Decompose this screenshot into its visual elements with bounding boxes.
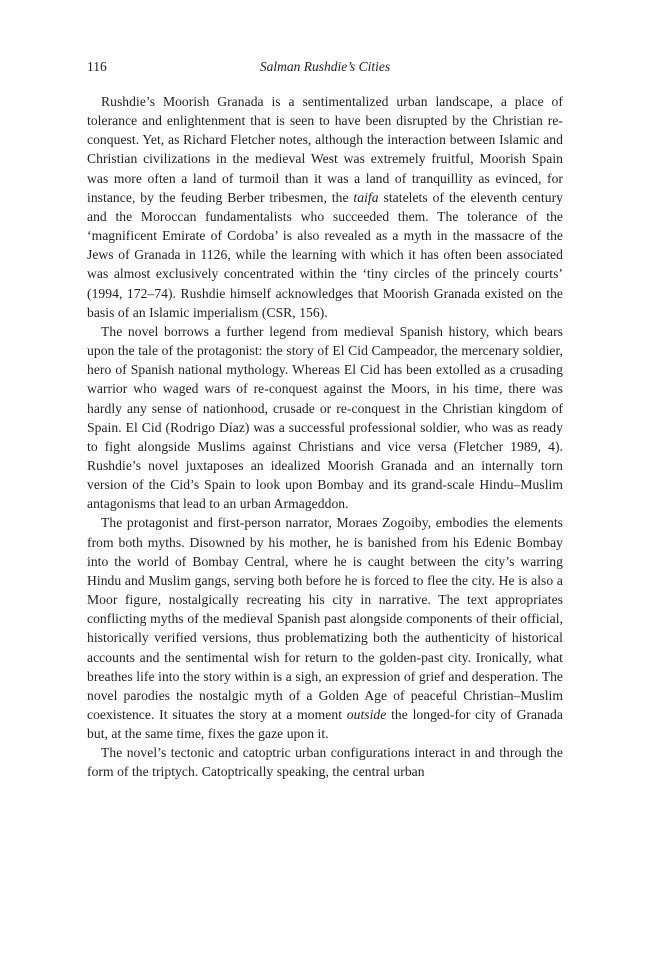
italic-term-outside: outside: [346, 707, 387, 722]
text-run: the longed-for city of Granada but, at the same time, fixes the gaze upon it.: [87, 707, 563, 742]
text-run: The novel borrows a further legend from medieval Spanish history, which bears upon the tale of the protagonist: the story of El Cid Campeador, the mercenary soldier, hero of Spanish national mythology. Whereas El Cid has been extolled as a crusading warrior who waged wars of re-conquest against the Moors, in his time, there was hardly any sense of nationhood, crusade or re-conquest in the Christian kingdom of Spain. El Cid (Rodrigo Díaz) was a successful professional soldier, who was as ready to fight alongside Muslims against Christians and vice versa (Fletcher 1989, 4). Rushdie’s novel juxtaposes an idealized Moorish Granada and an internally torn version of the Cid’s Spain to look upon Bombay and its grand-scale Hindu–Muslim antagonisms that lead to an urban Armageddon.: [87, 323, 563, 512]
body-text: [87, 92, 563, 782]
book-page: [87, 56, 563, 782]
text-run: Rushdie’s Moorish Granada is a sentimentalized urban landscape, a place of tolerance and enlightenment that is seen to have been disrupted by the Christian re-conquest. Yet, as Richard Fletcher notes, although the interaction between Islamic and Christian civilizations in the medieval West was extremely fruitful, Moorish Spain was more often a land of turmoil than it was a land of tranquillity as evinced, for instance, by the feuding Berber tribesmen, the: [87, 94, 563, 205]
paragraph-2: [87, 322, 563, 514]
paragraph-4: [87, 743, 563, 781]
paragraph-1: [87, 92, 563, 322]
page-number: 116: [87, 59, 107, 74]
text-run: The novel’s tectonic and catoptric urban configurations interact in and through the form of the triptych. Catoptrically speaking, the central urban: [87, 745, 563, 780]
text-run: statelets of the eleventh century and the Moroccan fundamentalists who succeeded them. The tolerance of the ‘magnificent Emirate of Cordoba’ is also revealed as a myth in the massacre of the Jews of Granada in 1126, while the learning with which it has often been associated was almost exclusively concentrated within the ‘tiny circles of the princely courts’ (1994, 172–74). Rushdie himself acknowledges that Moorish Granada existed on the basis of an Islamic imperialism (CSR, 156).: [87, 189, 563, 320]
running-title: Salman Rushdie’s Cities: [259, 59, 391, 74]
italic-term-taifa: taifa: [353, 189, 379, 205]
running-header: [87, 56, 563, 78]
paragraph-3: [87, 513, 563, 743]
text-run: The protagonist and first-person narrator, Moraes Zogoiby, embodies the elements from both myths. Disowned by his mother, he is banished from his Edenic Bombay into the world of Bombay Central, where he is caught between the city’s warring Hindu and Muslim gangs, serving both before he is forced to flee the city. He is also a Moor figure, nostalgically recreating his city in narrative. The text appropriates conflicting myths of the medieval Spanish past alongside components of their official, historically verified versions, thus problematizing both the authenticity of historical accounts and the sentimental wish for return to the golden-past city. Ironically, what breathes life into the story within is a sigh, an expression of grief and desperation. The novel parodies the nostalgic myth of a Golden Age of peaceful Christian–Muslim coexistence. It situates the story at a moment: [87, 515, 563, 722]
